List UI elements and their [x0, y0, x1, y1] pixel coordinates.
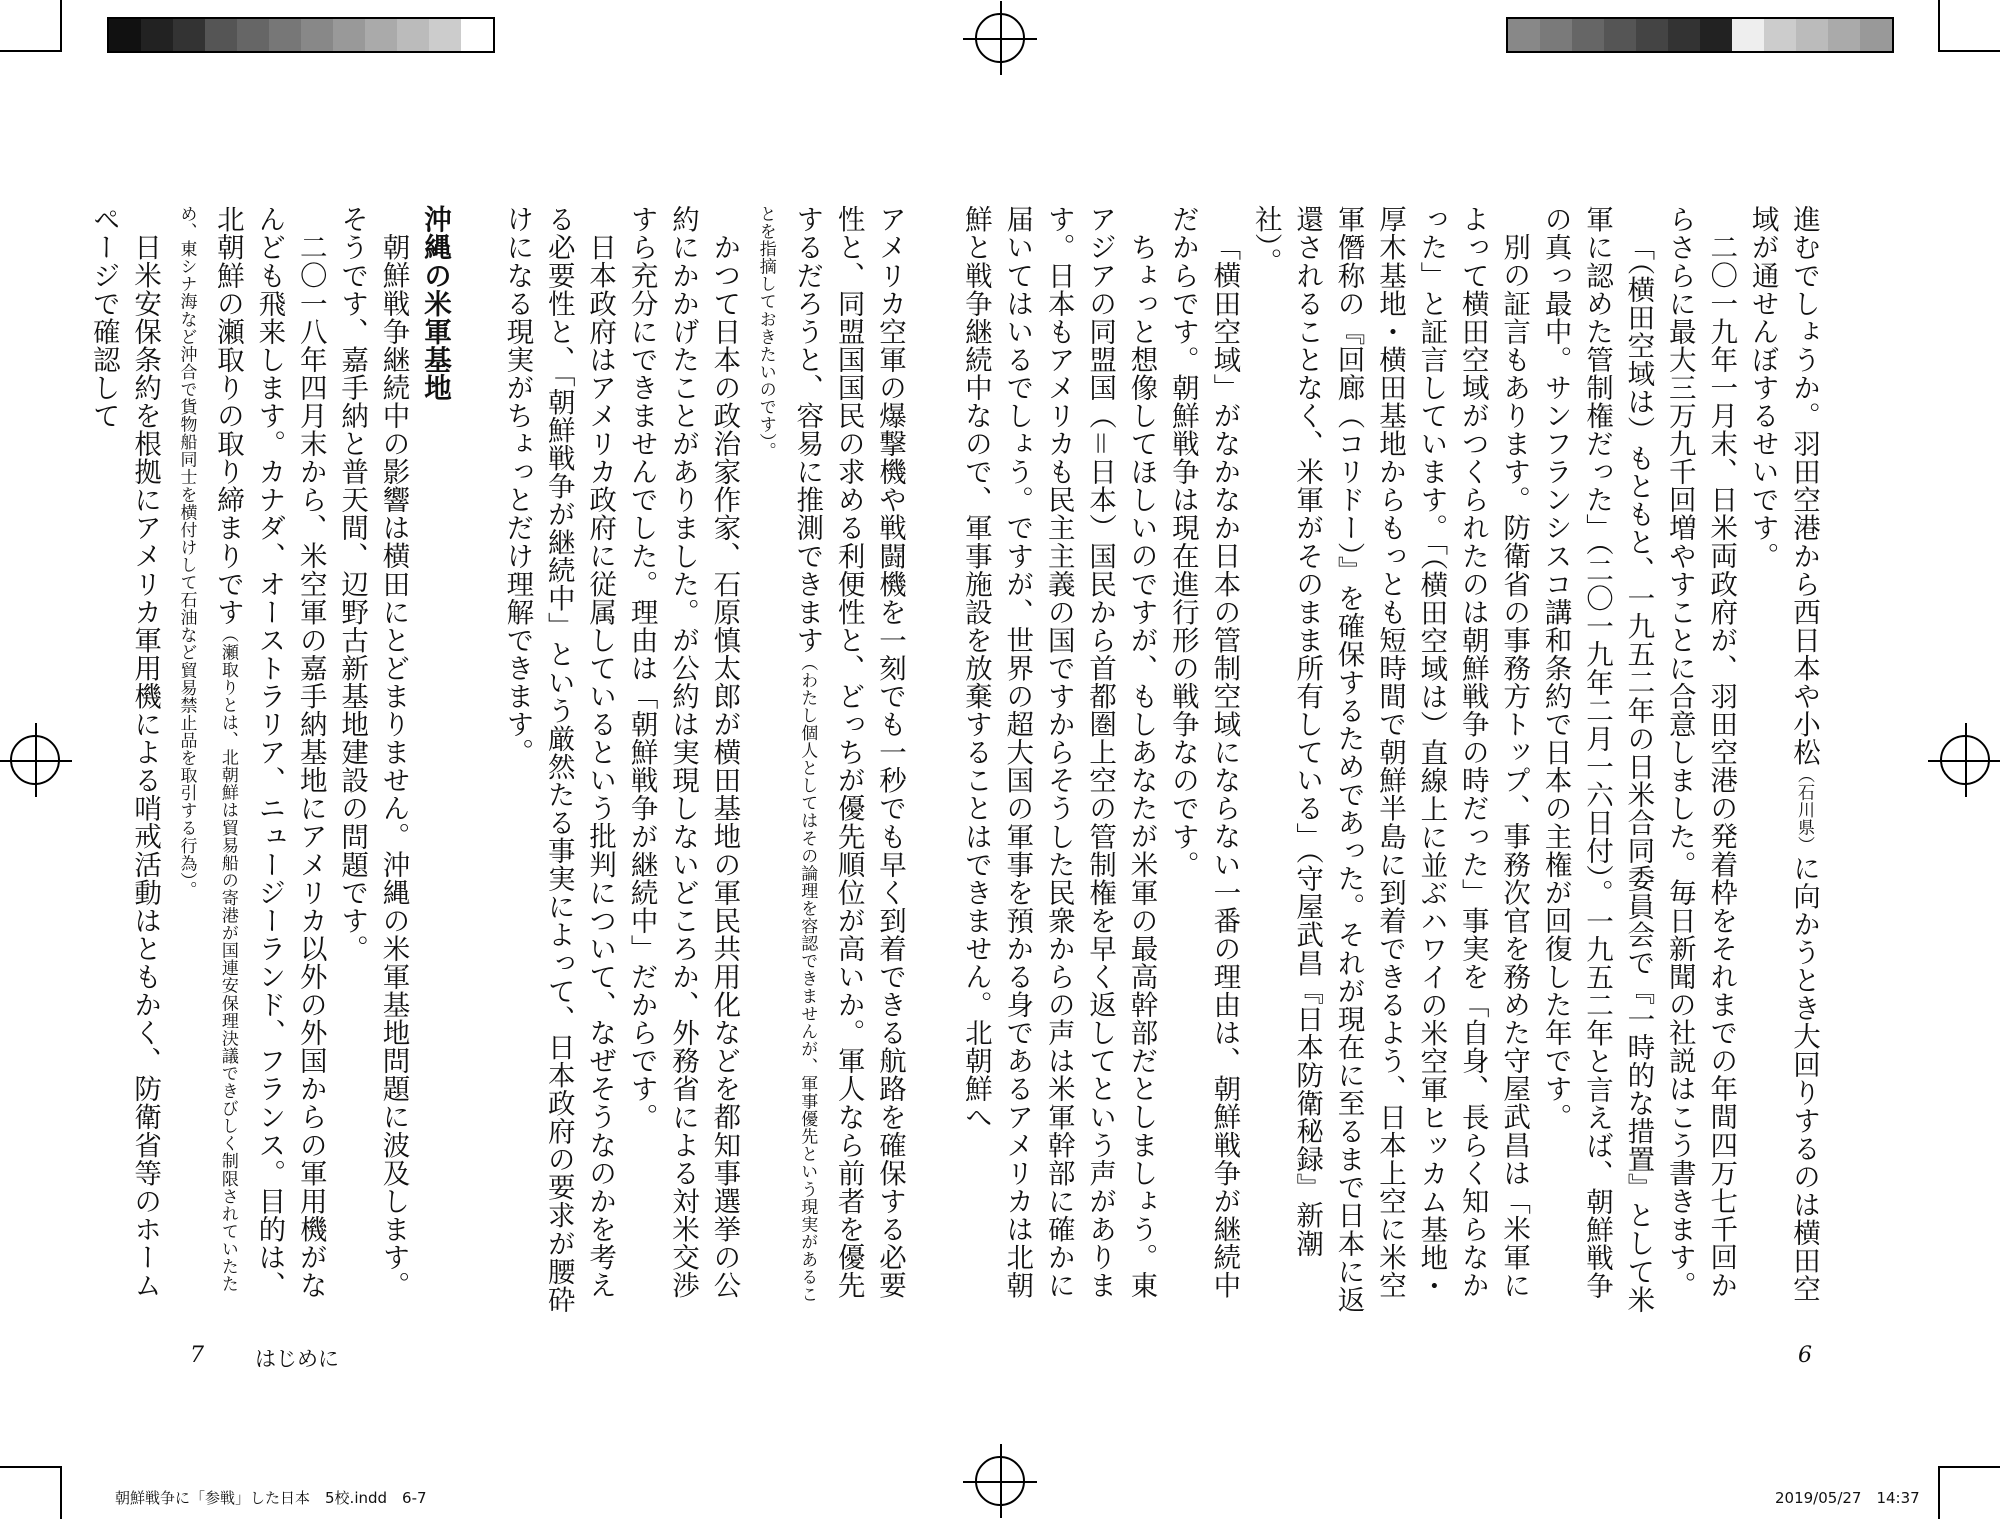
color-bar-left	[107, 17, 495, 53]
slug-file: 朝鮮戦争に「参戦」した日本 5校.indd 6-7	[115, 1489, 427, 1507]
body-paragraph	[496, 205, 620, 1315]
color-swatch	[237, 19, 269, 51]
running-head: はじめに	[255, 1347, 339, 1371]
body-text-run: 「（横田空域は）もともと、一九五二年の日米合同委員会で『一時的な措置』として米軍に認めた管制権だった」（二〇一九年二月一六日付）。一九五二年と言えば、朝鮮戦争の真っ最中。サンフランシスコ講和条約で日本の主権が回復した年です。	[1539, 205, 1655, 1313]
crop-mark	[60, 0, 62, 52]
body-paragraph	[1658, 205, 1741, 1315]
color-swatch	[205, 19, 237, 51]
color-swatch	[1860, 19, 1892, 51]
color-swatch	[1700, 19, 1732, 51]
body-text-run: 日米安保条約を根拠にアメリカ軍用機による哨戒活動はともかく、防衛省等のホームページで確認して	[87, 205, 162, 1299]
color-swatch	[1732, 19, 1764, 51]
body-paragraph	[1534, 205, 1658, 1315]
body-text-run: 二〇一九年一月末、日米両政府が、羽田空港の発着枠をそれまでの年間四万七千回からさらに最大三万九千回増やすことに合意しました。毎日新聞の社説はこう書きます。	[1663, 205, 1738, 1299]
color-swatch	[109, 19, 141, 51]
crop-mark	[1938, 1466, 1940, 1519]
crop-mark	[0, 1466, 60, 1468]
body-text-run: ちょっと想像してほしいのですが、もしあなたが米軍の最高幹部だとしましょう。東アジアの同盟国（＝日本）国民から首都圏上空の管制権を早く返してという声があります。日本もアメリカも民主主義の国ですからそうした民衆からの声は米軍幹部に確かに届いてはいるでしょう。ですが、世界の超大国の軍事を預かる身であるアメリカは北朝鮮と戦争継続中なので、軍事施設を放棄することはできません。北朝鮮へ	[959, 205, 1158, 1299]
body-paragraph	[620, 205, 744, 1315]
body-text-run: に向かうとき大回りするのは横田空域が通せんぼするせいです。	[1746, 205, 1820, 1303]
right-page	[959, 0, 2000, 1519]
color-swatch	[173, 19, 205, 51]
right-folio: 6	[1798, 1343, 1812, 1368]
color-swatch	[461, 19, 493, 51]
color-swatch	[1668, 19, 1700, 51]
color-swatch	[269, 19, 301, 51]
right-body-text	[959, 205, 1824, 1315]
registration-mark	[10, 735, 60, 785]
crop-mark	[1940, 1466, 2000, 1468]
crop-mark	[0, 50, 60, 52]
color-swatch	[1508, 19, 1540, 51]
color-swatch	[397, 19, 429, 51]
registration-mark	[1940, 735, 1990, 785]
left-folio: 7	[190, 1343, 204, 1368]
body-paragraph	[165, 205, 331, 1315]
body-text-run: 日本政府はアメリカ政府に従属しているという批判について、なぜそうなのかを考える必要性と、「朝鮮戦争が継続中」という厳然たる事実によって、日本政府の要求が腰砕けになる現実がちょっとだけ理解できます。	[501, 205, 617, 1314]
body-paragraph	[331, 205, 414, 1315]
left-body-text	[87, 205, 910, 1315]
crop-mark	[60, 1466, 62, 1519]
color-bar-right	[1506, 17, 1894, 53]
body-text-run: かつて日本の政治家作家、石原慎太郎が横田基地の軍民共用化などを都知事選挙の公約にかかげたことがありました。が公約は実現しないどころか、外務省による対米交渉すら充分にできませんでした。理由は「朝鮮戦争が継続中」だからです。	[625, 205, 741, 1299]
color-swatch	[365, 19, 397, 51]
color-swatch	[1572, 19, 1604, 51]
parenthetical-note: （瀬取りとは、北朝鮮は貿易船の寄港が国連安保理決議できびしく制限されていたため、東シナ海など沖合で貨物船同士を横付けして石油など貿易禁止品を取引する行為）。	[176, 205, 238, 1293]
color-swatch	[141, 19, 173, 51]
body-paragraph	[82, 205, 165, 1315]
body-text-run: アメリカ空軍の爆撃機や戦闘機を一刻でも一秒でも早く到着できる航路を確保する必要性と、同盟国国民の求める利便性と、どっちが優先順位が高いか。軍人なら前者を優先するだろうと、容易に推測できます	[791, 205, 906, 1299]
color-swatch	[1636, 19, 1668, 51]
color-swatch	[1604, 19, 1636, 51]
slug-timestamp: 2019/05/27 14:37	[1775, 1489, 1920, 1507]
color-swatch	[301, 19, 333, 51]
body-text-run: 進むでしょうか。羽田空港から西日本や小松	[1788, 205, 1820, 766]
color-swatch	[1764, 19, 1796, 51]
parenthetical-note: （わたし個人としてはその論理を容認できませんが、軍事優先という現実があることを指摘しておきたいのです）。	[755, 205, 818, 1304]
section-heading: 沖縄の米軍基地	[418, 205, 451, 402]
body-paragraph	[744, 205, 910, 1315]
color-swatch	[429, 19, 461, 51]
body-paragraph	[1741, 205, 1824, 1315]
body-text-run: 別の証言もあります。防衛省の事務方トップ、事務次官を務めた守屋武昌は「米軍によって横田空域がつくられたのは朝鮮戦争の時だった」事実を「自身、長らく知らなかった」と証言しています。「（横田空域は）直線上に並ぶハワイの米空軍ヒッカム基地・厚木基地・横田基地からもっとも短時間で朝鮮半島に到着できるよう、日本上空に米空軍僭称の『回廊（コリドー）』を確保するためであった。それが現在に至るまで日本に返還されることなく、米軍がそのまま所有している」（守屋武昌『日本防衛秘録』新潮社）。	[1249, 205, 1531, 1314]
body-text-run: 朝鮮戦争継続中の影響は横田にとどまりません。沖縄の米軍基地問題に波及します。そうです、嘉手納と普天間、辺野古新基地建設の問題です。	[336, 205, 410, 1299]
color-swatch	[1796, 19, 1828, 51]
body-text-run: 二〇一八年四月末から、米空軍の嘉手納基地にアメリカ以外の外国からの軍用機がなんども飛来します。カナダ、オーストラリア、ニュージーランド、フランス。目的は、北朝鮮の瀬取りの取り締まりです	[211, 205, 327, 1299]
color-swatch	[1828, 19, 1860, 51]
parenthetical-note: （石川県）	[1794, 766, 1814, 854]
crop-mark	[1940, 50, 2000, 52]
body-paragraph	[1162, 205, 1245, 1315]
body-paragraph	[954, 205, 1161, 1315]
crop-mark	[1938, 0, 1940, 52]
body-paragraph	[1244, 205, 1534, 1315]
color-swatch	[1540, 19, 1572, 51]
color-swatch	[333, 19, 365, 51]
body-text-run: 「横田空域」がなかなか日本の管制空域にならない一番の理由は、朝鮮戦争が継続中だからです。朝鮮戦争は現在進行形の戦争なのです。	[1166, 205, 1241, 1299]
